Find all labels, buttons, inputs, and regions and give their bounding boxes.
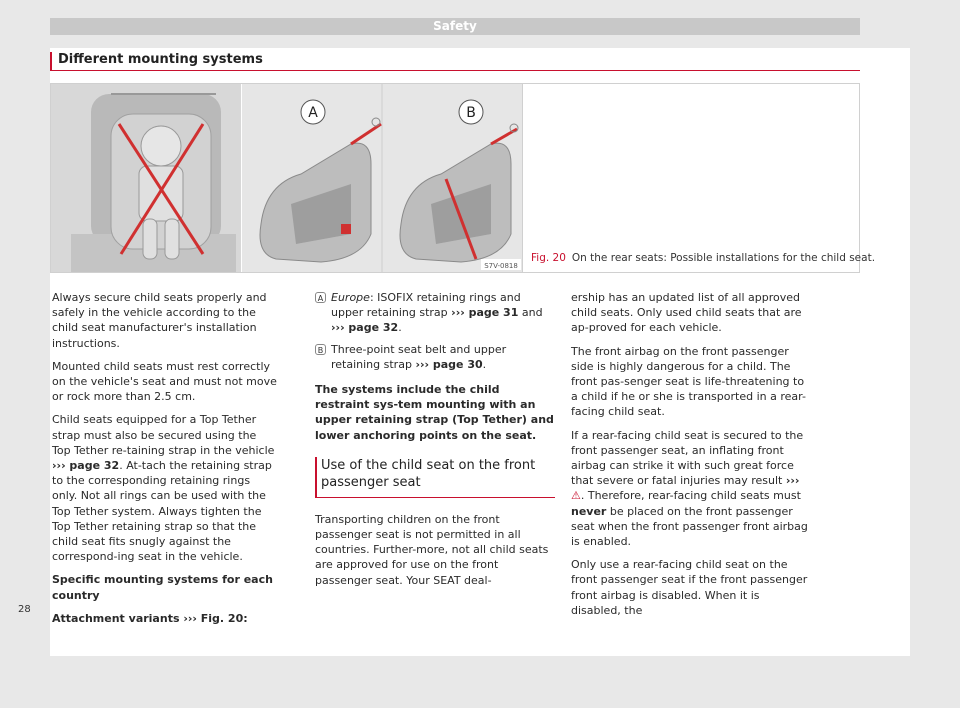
child-leg-right bbox=[165, 219, 179, 259]
item-b-end: . bbox=[482, 357, 487, 371]
item-a-text: : ISOFIX retaining rings and upper retaining strap bbox=[331, 291, 521, 320]
col3-never: never bbox=[571, 504, 607, 518]
section-divider bbox=[50, 70, 860, 71]
column-2 bbox=[315, 290, 555, 596]
figure-number: Fig. 20 bbox=[531, 252, 566, 264]
list-item-a bbox=[315, 290, 555, 336]
item-a-end: . bbox=[398, 321, 402, 335]
chapter-header: Safety bbox=[50, 18, 860, 35]
col1-para-5 bbox=[52, 611, 277, 626]
page-number: 28 bbox=[18, 604, 31, 615]
col3-p3-text-c: be placed on the front passenger seat when the front passenger front airbag is enabled. bbox=[571, 504, 808, 549]
link-page-32[interactable]: ››› page 32 bbox=[52, 459, 120, 473]
section-rule-accent bbox=[50, 52, 52, 70]
col1-para-3 bbox=[52, 412, 277, 564]
col3-para-1: ership has an updated list of all approved child seats. Only used child seats that are ap-proved for each vehicle. bbox=[571, 291, 802, 335]
col1-para-1: Always secure child seats properly and safely in the vehicle according to the child seat manufacturer's installation instructions. bbox=[52, 291, 267, 350]
link-page-32-b[interactable]: ››› page 32 bbox=[331, 321, 399, 335]
figure-caption bbox=[531, 252, 875, 264]
figure-code: S7V-0818 bbox=[484, 262, 518, 270]
marker-a: A bbox=[315, 292, 326, 303]
col1-para-4: Specific mounting systems for each country bbox=[52, 573, 273, 602]
marker-b: B bbox=[315, 344, 326, 355]
item-b-text: Three-point seat belt and upper retaining strap bbox=[331, 342, 507, 371]
item-a-region: Europe bbox=[331, 291, 370, 304]
column-1 bbox=[52, 290, 277, 634]
col2-bold-para: The systems include the child restraint sys-tem mounting with an upper retaining strap (Top Tether) and lower anchoring points on the seat. bbox=[315, 383, 554, 442]
figure-caption-text: On the rear seats: Possible installations for the child seat. bbox=[571, 252, 876, 264]
column-3 bbox=[571, 290, 811, 626]
link-page-31[interactable]: ››› page 31 bbox=[451, 306, 519, 320]
col1-p5-text-b: : bbox=[243, 611, 248, 625]
subsection-heading: Use of the child seat on the front passenger seat bbox=[315, 457, 555, 498]
col3-p3-text-a: If a rear-facing child seat is secured to the front passenger seat, an inflating front airbag can strike it with such great force that severe or fatal injuries may result bbox=[571, 428, 804, 488]
label-b: B bbox=[466, 105, 476, 121]
col3-p3-text-b: . Therefore, rear-facing child seats must bbox=[580, 489, 801, 503]
col3-para-4: Only use a rear-facing child seat on the front passenger seat if the front passenger front airbag is disabled. When it is disabled, the bbox=[571, 558, 808, 617]
child-head bbox=[141, 126, 181, 166]
child-leg-left bbox=[143, 219, 157, 259]
figure-20 bbox=[50, 83, 876, 273]
warning-icon: ⚠ bbox=[571, 489, 581, 503]
col1-p5-text-a: Attachment variants bbox=[52, 611, 184, 625]
col1-p3-text-b: . At-tach the retaining strap to the corresponding retaining rings only. Not all rings can be used with the Top Tether system. Always tighten the Top Tether retaining strap so that the child seat fits snugly against the correspond-ing seat in the vehicle. bbox=[52, 459, 272, 564]
link-fig-20[interactable]: ››› Fig. 20 bbox=[183, 611, 244, 625]
label-a: A bbox=[308, 105, 318, 121]
col3-para-2: The front airbag on the front passenger side is highly dangerous for a child. The front pas-senger seat is life-threatening to a child if he or she is transported in a rear-facing child seat. bbox=[571, 344, 806, 419]
link-page-30[interactable]: ››› page 30 bbox=[415, 357, 483, 371]
link-warning[interactable]: ››› bbox=[785, 474, 800, 488]
col2-para-last: Transporting children on the front passenger seat is not permitted in all countries. Further-more, not all child seats are approved for use on the front passenger seat. Your SEAT deal- bbox=[315, 512, 549, 587]
col1-p3-text-a: Child seats equipped for a Top Tether strap must also be secured using the Top Tether re-taining strap in the vehicle bbox=[52, 413, 275, 457]
section-title-text: Different mounting systems bbox=[58, 52, 263, 67]
seat-a-isofix bbox=[341, 224, 351, 234]
item-a-mid: and bbox=[518, 306, 543, 320]
list-item-b bbox=[315, 342, 555, 372]
child-seat-illustration bbox=[51, 84, 523, 272]
section-title bbox=[58, 52, 263, 67]
col3-para-3 bbox=[571, 428, 811, 550]
col1-para-2: Mounted child seats must rest correctly on the vehicle's seat and must not move or rock more than 2.5 cm. bbox=[52, 359, 277, 404]
